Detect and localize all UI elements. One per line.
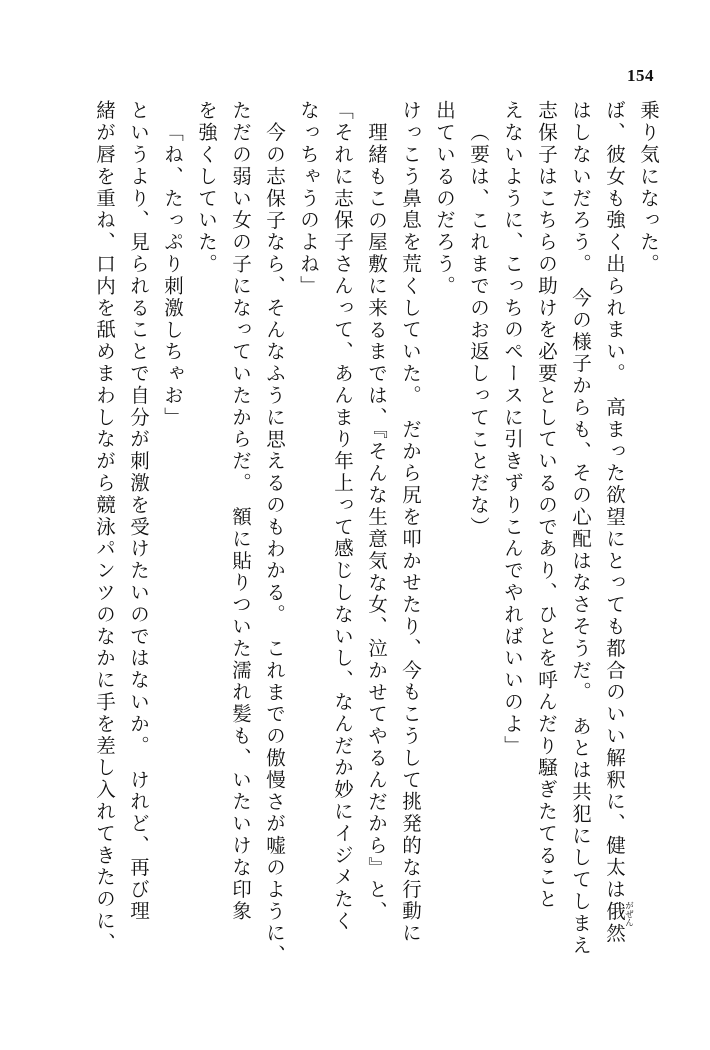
- text-column: えないように、こっちのペースに引きずりこんでやればいいのよ」: [501, 100, 524, 757]
- text-column: けっこう鼻息を荒くしていた。 だから尻を叩かせたり、今もこうして挑発的な行動に: [399, 100, 422, 945]
- vertical-text-body: [56, 100, 658, 1014]
- ruby-base: 俄然: [603, 900, 626, 945]
- text-column: 「それに志保子さんって、あんまり年上って感じしないし、なんだか妙にイジメたく: [331, 100, 354, 933]
- text-column: 志保子はこちらの助けを必要としているのであり、ひとを呼んだり騒ぎたてること: [535, 100, 558, 911]
- text-column: なっちゃうのよね」: [297, 100, 320, 298]
- ruby-annotation: [603, 900, 634, 945]
- text-column: 「ね、たっぷり刺激しちゃお」: [161, 122, 184, 429]
- text-column: 今の志保子なら、そんなふうに思えるのもわかる。 これまでの傲慢さが嘘のように、: [263, 122, 286, 967]
- text-column: ただの弱い女の子になっていたからだ。 額に貼りついた濡れ髪も、いたいけな印象: [229, 100, 252, 923]
- text-column: （要は、これまでのお返しってことだな）: [467, 122, 490, 539]
- text-column: 緒が唇を重ね、口内を舐めまわしながら競泳パンツのなかに手を差し入れてきたのに、: [93, 100, 116, 955]
- text-column: を強くしていた。: [195, 100, 218, 276]
- text-column-ruby: ば、彼女も強く出られまい。 高まった欲望にとっても都合のいい解釈に、健太は俄然 がぜん: [603, 100, 634, 945]
- ruby-reading: がぜん: [623, 900, 634, 927]
- text-column: 乗り気になった。: [637, 100, 660, 276]
- page-number: 154: [627, 66, 654, 85]
- text-column: はしないだろう。 今の様子からも、その心配はなさそうだ。 あとは共犯にしてしまえ: [569, 100, 592, 957]
- text-column: 出ているのだろう。: [433, 100, 456, 298]
- text-column: というより、見られることで自分が刺激を受けたいのではないか。 けれど、再び理: [127, 100, 150, 923]
- text-column: 理緒もこの屋敷に来るまでは、『そんな生意気な女、泣かせてやるんだから』と、: [365, 122, 388, 923]
